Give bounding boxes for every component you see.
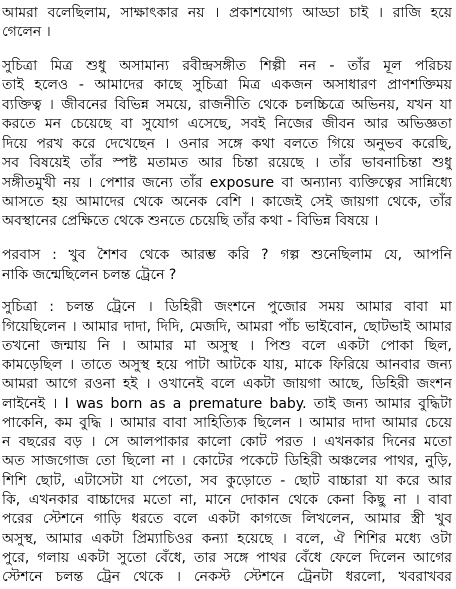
- text-line: পরের স্টেশনে গাড়ি ধরতে বলে একটা কাগজে লিখলেন, আমার স্ত্রী খুব: [2, 511, 452, 528]
- text-line: ব্যক্তিত্ব । জীবনের বিভিন্ন সময়ে, রাজনীতি থেকে চলচ্চিত্রে অভিনয়, যখন যা: [2, 97, 452, 113]
- text-line: কামড়েছিল । তাতে অসুস্থ হয়ে পাটা আটকে যায়, মাকে ফিরিয়ে আনবার জন্য: [2, 357, 452, 374]
- text-line: শিশি ছোট, এটাসেটা যা পেতো, সব কুড়োতে - ছোট বাচ্চারা যা করে আর: [2, 472, 452, 489]
- text-line: অত সাজগোজ তো ছিলো না । কোটের পকেটে ডিহিরী অঞ্চলের পাথর, নুড়ি,: [2, 453, 452, 470]
- text-line: সুচিত্রা মিত্র শুধু অসামান্য রবীন্দ্রসঙ্গীত শিল্পী নন - তাঁর মূল পরিচয়: [2, 57, 452, 74]
- text-line: পাকেনি, কম বুদ্ধি । আমার বাবা সাহিত্যিক ছিলেন । আমার দাদা আমার চেয়ে: [2, 414, 452, 431]
- text-line: স্টেশনে চলন্ত ট্রেন থেকে । নেকস্ট স্টেশনে ট্রেনটা ধরলো, খবরাখবর: [2, 569, 452, 585]
- text-line: দিয়ে পরখ করে দেখেছেন । ওনার সঙ্গে কথা বলতে গিয়ে অনুভব করেছি,: [2, 135, 452, 152]
- text-line: পরবাস : খুব শৈশব থেকে আরম্ভ করি ? গল্প শুনেছিলাম যে, আপনি: [2, 246, 452, 263]
- text-line: পুরে, গলায় একটা সুতো বেঁধে, তার সঙ্গে পাথর বেঁধে ফেলে দিলেন আগের: [2, 549, 452, 566]
- text-line: ন বছরের বড় । সে আলপাকার কালো কোট পরত । এখনকার দিনের মতো: [2, 434, 452, 451]
- text-line: সঙ্গীতমুখী নয় । পেশার জন্যে তাঁর exposure বা অন্যান্য ব্যক্তিত্বের সান্নিধ্যে: [2, 174, 452, 191]
- text-line: নাকি জন্মেছিলেন চলন্ত ট্রেনে ?: [2, 266, 177, 283]
- text-line: তখনো জন্মায় নি । আমার মা অসুস্থ । পিশু বলে একটা পোকা ছিল,: [2, 337, 452, 354]
- text-line: অবস্থানের প্রেক্ষিতে থেকে শুনতে চেয়েছি তাঁর কথা - বিভিন্ন বিষয়ে ।: [2, 213, 379, 230]
- text-line: আসতে হয় আমাদের থেকে অনেক বেশি । কাজেই সেই জায়গা থেকে, তাঁর: [2, 194, 452, 211]
- text-line: করতে মন চেয়েছে বা সুযোগ এসেছে, সবই নিজের জীবন আর অভিজ্ঞতা: [2, 116, 452, 133]
- text-line: গেলেন ।: [2, 24, 51, 41]
- text-line: অসুস্থ, আমার একটা প্রিম্যাচিওর কন্যা হয়েছে । বলে, ঐ শিশির মধ্যে ওটা: [2, 530, 452, 547]
- text-line: গিয়েছিলেন । আমার দাদা, দিদি, মেজদি, আমরা পাঁচ ভাইবোন, ছোটভাই আমার: [2, 318, 452, 335]
- text-line: তাই হলেও - আমাদের কাছে সুচিত্রা মিত্র একজন অসাধারণ প্রাণশক্তিময়: [2, 76, 452, 93]
- text-line: আমরা বলেছিলাম, সাক্ষাৎকার নয় । প্রকাশযোগ্য আড্ডা চাই । রাজি হয়ে: [2, 5, 452, 21]
- text-line: সুচিত্রা : চলন্ত ট্রেনে । ডিহিরী জংশনে পুজোর সময় আমার বাবা মা: [2, 299, 452, 316]
- text-line: লাইনেই । I was born as a premature baby. তাই জন্য আমার বুদ্ধিটা: [2, 395, 452, 412]
- text-line: আমরা আগে রওনা হই । ওখানেই বলে একটা জায়গা আছে, ডিহিরী জংশন: [2, 376, 452, 393]
- text-line: সব বিষয়েই তাঁর স্পষ্ট মতামত আর চিন্তা রয়েছে । তাঁর ভাবনাচিন্তা শুধু: [2, 154, 452, 171]
- text-line: কি, এখনকার বাচ্চাদের মতো না, মানে দোকান থেকে কেনা কিছু না । বাবা: [2, 491, 452, 508]
